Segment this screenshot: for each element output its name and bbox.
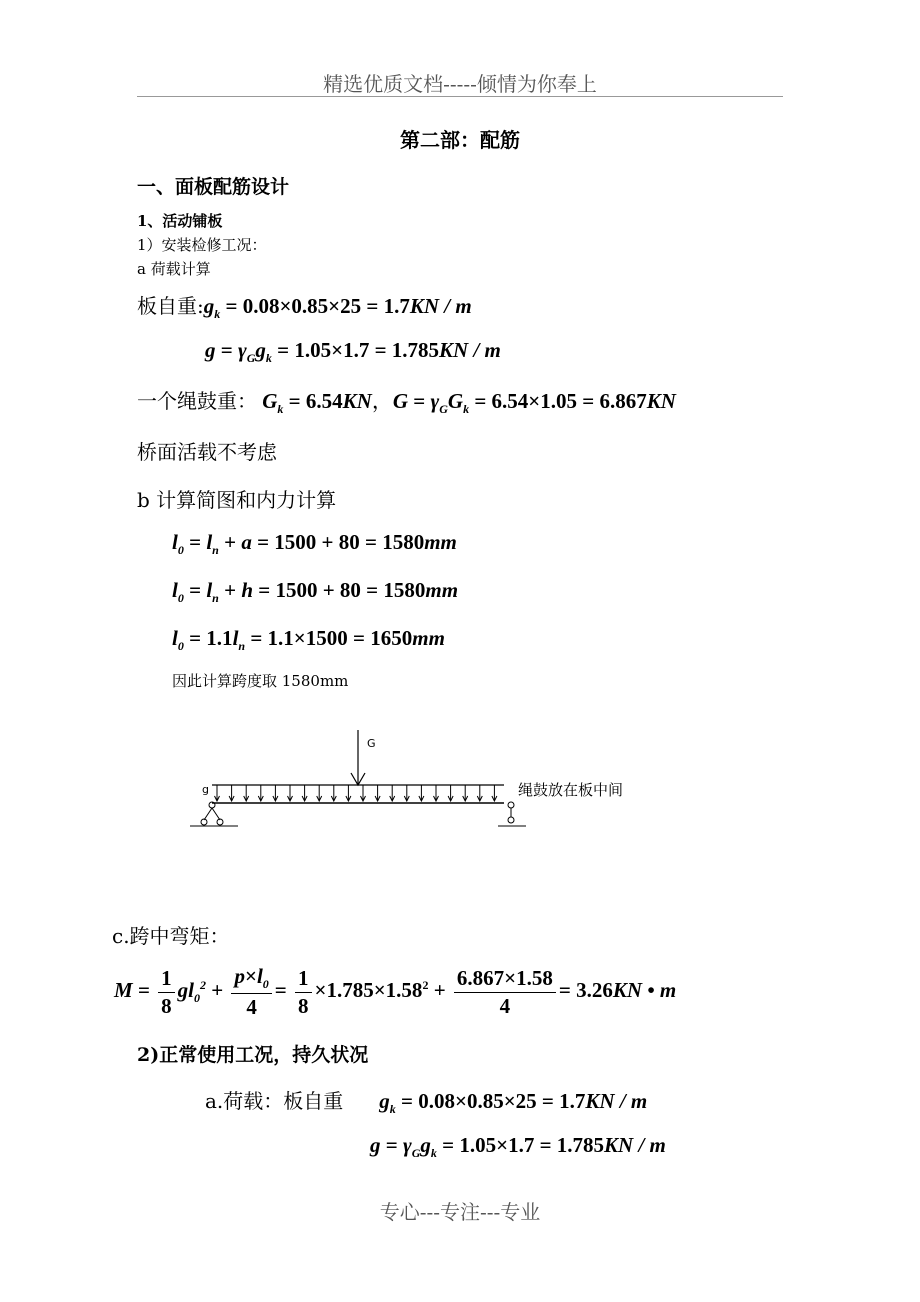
moment-equation: M = $\frac{1}{8}$ $gl_0^2$ + $\frac{p\times l_0}{4}$ = $\frac{1}{8}$ $\times 1.785\times 1.58^2$ + $\frac{6.867\times 1.58}{4}$ = 3.26KN • m [114, 964, 677, 1020]
header-rule [137, 96, 783, 97]
normal-load-label: a.荷载：板自重 [205, 1089, 344, 1113]
span-result: 因此计算跨度取 1580mm [172, 672, 349, 690]
normal-selfweight-equation: a.荷载：板自重 $g_k = 0.08\times 0.85\times 25 = 1.7KN / m$ [205, 1089, 648, 1117]
step-a-label: a 荷载计算 [137, 260, 211, 278]
selfweight-label: 板自重: [137, 294, 204, 318]
case-heading: 1）安装检修工况： [137, 236, 267, 254]
case2-heading: 2)正常使用工况，持久状况 [137, 1044, 369, 1066]
page-footer: 专心---专注---专业 [379, 1200, 541, 1224]
step-b-label: b 计算简图和内力计算 [137, 488, 337, 512]
distributed-load-arrows [215, 785, 497, 801]
rope-drum-equation: 一个绳鼓重： $G_k = 6.54KN$，$G = \gamma_GG_k = 6.54\times 1.05 = 6.867KN$ [137, 389, 676, 417]
page-header: 精选优质文档-----倾情为你奉上 [323, 72, 597, 96]
selfweight-equation: 板自重$:g_k = 0.08\times 0.85\times 25 = 1.7KN / m$ [137, 294, 472, 322]
design-load-equation: $g = \gamma_Gg_k = 1.05\times 1.7 = 1.785KN / m$ [205, 338, 501, 366]
point-load-label: G [367, 737, 376, 750]
span-equation-2: $l_0 = l_n + h = 1500 + 80 = 1580mm$ [172, 578, 459, 606]
page-title: 第二部：配筋 [400, 128, 520, 152]
beam-diagram [180, 725, 660, 835]
rope-label: 一个绳鼓重： [137, 389, 257, 413]
live-load-note: 桥面活载不考虑 [137, 440, 277, 464]
span-equation-1: $l_0 = l_n + a = 1500 + 80 = 1580mm$ [172, 530, 457, 558]
normal-design-load-equation: $g = \gamma_Gg_k = 1.05\times 1.7 = 1.785KN / m$ [370, 1133, 666, 1161]
left-pin-support [190, 802, 238, 826]
right-roller-support [498, 802, 526, 826]
step-c-label: c.跨中弯矩： [112, 924, 230, 948]
subsection-heading: 1、活动铺板 [137, 212, 223, 230]
span-equation-3: $l_0 = 1.1l_n = 1.1\times 1500 = 1650mm$ [172, 626, 445, 654]
distributed-load-label: g [202, 783, 209, 796]
diagram-note: 绳鼓放在板中间 [518, 781, 624, 799]
section-heading: 一、面板配筋设计 [137, 176, 290, 198]
